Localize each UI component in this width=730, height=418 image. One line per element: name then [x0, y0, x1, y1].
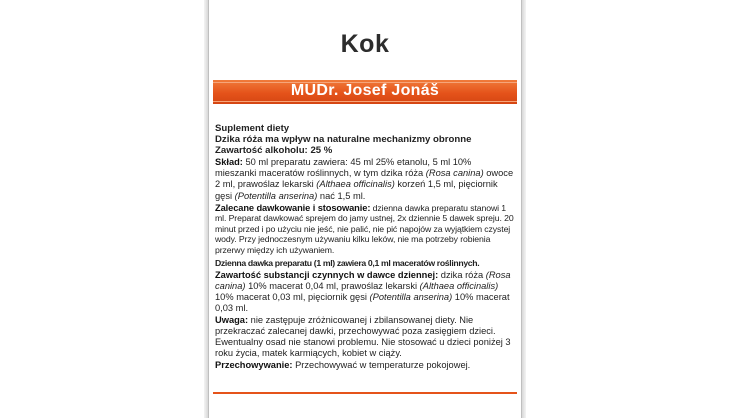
- active-potentilla: (Potentilla anserina): [369, 291, 453, 302]
- band-highlight-bottom: [213, 101, 517, 102]
- active-rosa: (Rosa canina): [215, 269, 511, 291]
- dosage-section: [215, 203, 515, 256]
- label-edge-left: [204, 0, 208, 418]
- composition-text-3: korzeń 1,5 ml, pięciornik gęsi: [215, 179, 498, 201]
- composition-section: [215, 157, 515, 201]
- author-name: MUDr. Josef Jonáš: [290, 82, 440, 99]
- warning-section: [215, 315, 515, 359]
- warning-label: Uwaga:: [215, 315, 249, 326]
- label-content: [215, 123, 515, 372]
- composition-potentilla: (Potentilla anserina): [234, 190, 318, 201]
- health-claim: Dzika róża ma wpływ na naturalne mechanizmy obronne: [215, 134, 472, 146]
- active-althaea: (Althaea officinalis): [419, 280, 499, 291]
- daily-dose-note: Dzienna dawka preparatu (1 ml) zawiera 0,1 ml maceratów roślinnych.: [215, 257, 480, 268]
- label-edge-right: [522, 0, 526, 418]
- active-substances-section: [215, 270, 515, 314]
- storage-label: Przechowywanie:: [215, 360, 293, 371]
- composition-althaea: (Althaea officinalis): [316, 179, 395, 190]
- active-text-1: dzika róża: [438, 269, 486, 280]
- alcohol-label: Zawartość alkoholu:: [215, 145, 308, 157]
- active-text-3: 10% macerat 0,03 ml, pięciornik gęsi: [215, 291, 370, 302]
- product-title: Kok: [340, 30, 390, 58]
- dosage-label: Zalecane dawkowanie i stosowanie:: [215, 202, 371, 213]
- active-text-4: 10% macerat 0,03 ml.: [215, 291, 510, 313]
- composition-text-1: 50 ml preparatu zawiera: 45 ml 25% etanolu, 5 ml 10% mieszanki maceratów roślinnych, w tym dzika róża: [215, 157, 472, 179]
- active-label: Zawartość substancji czynnych w dawce dziennej:: [215, 269, 439, 280]
- composition-label: Skład:: [215, 157, 243, 168]
- warning-text: nie zastępuje zróżnicowanej i zbilansowanej diety. Nie przekraczać zalecanej dawki, przechowywać poza zasięgiem dzieci. Ewentualny osad nie stanowi problemu. Nie stosować u dzieci poniżej 3 roku życia, matek karmiących, kobiet w ciąży.: [215, 315, 511, 359]
- alcohol-content: [215, 145, 515, 156]
- supplement-type: Suplement diety: [215, 123, 290, 134]
- alcohol-value: 25 %: [310, 145, 333, 157]
- active-text-2: 10% macerat 0,04 ml, prawoślaz lekarski: [245, 280, 420, 291]
- product-label: [208, 0, 522, 418]
- dosage-text: dzienna dawka preparatu stanowi 1 ml. Preparat dawkować sprejem do jamy ustnej, 2x dziennie 5 dawek spreju. 20 minut przed i po użyciu nie jeść, nie palić, nie pić napojów za wyjątkiem czystej wody. Przy jednoczesnym używaniu kilku leków, nie ma potrzeby robienia przerwy między ich używaniem.: [215, 202, 514, 256]
- composition-text-4: nać 1,5 ml.: [317, 190, 366, 201]
- storage-text: Przechowywać w temperaturze pokojowej.: [295, 360, 471, 371]
- composition-rosa: (Rosa canina): [425, 168, 484, 179]
- storage-section: [215, 360, 515, 371]
- author-band: [213, 80, 517, 104]
- bottom-accent-rule: [213, 392, 517, 394]
- composition-text-2: owoce 2 ml, prawoślaz lekarski: [215, 168, 514, 190]
